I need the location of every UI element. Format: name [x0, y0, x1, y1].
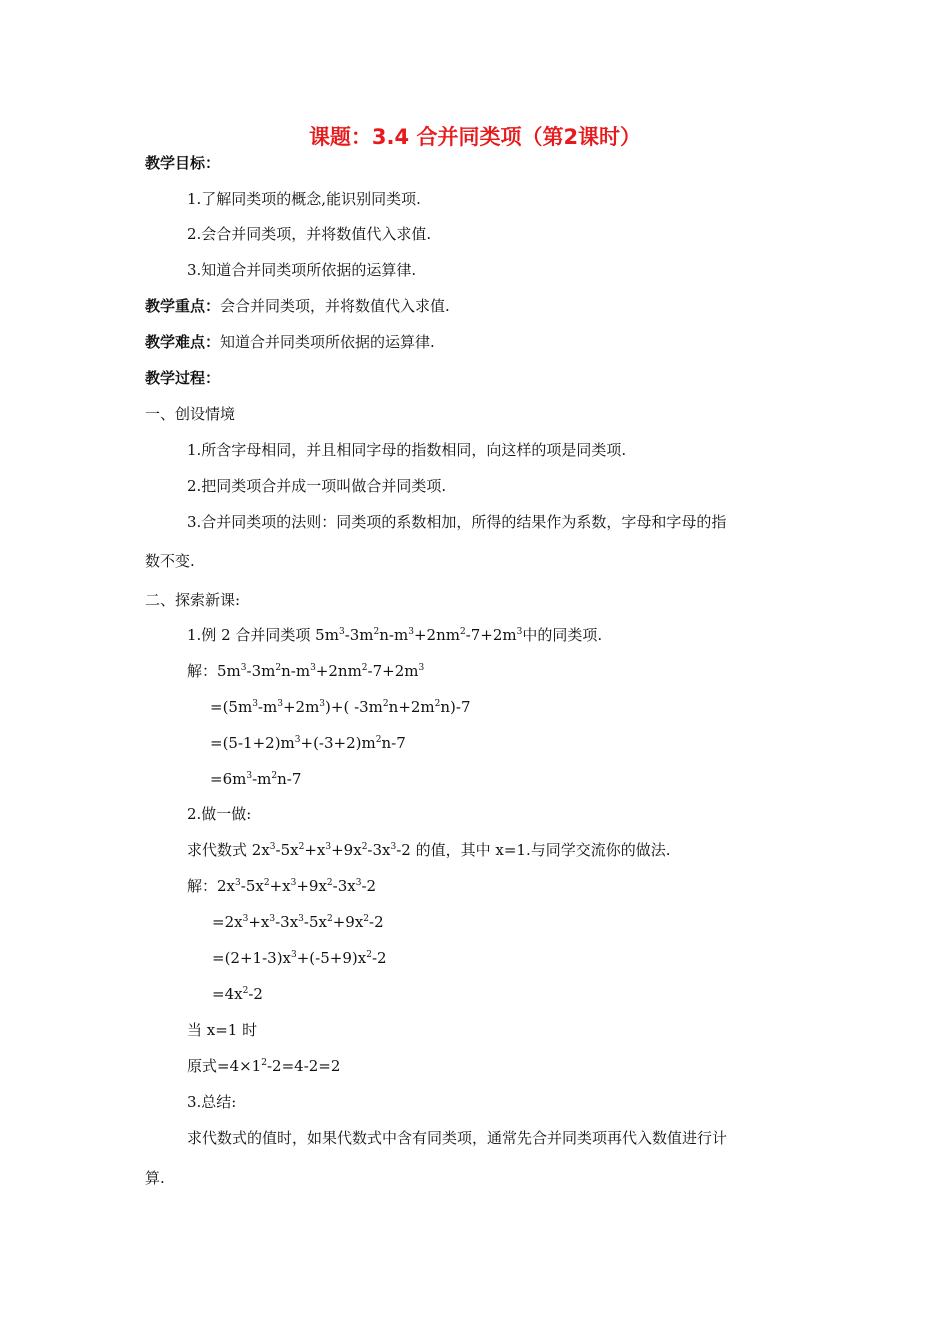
section1-item: 数不变.	[145, 552, 195, 570]
section1-item: 2.把同类项合并成一项叫做合并同类项.	[187, 477, 447, 495]
process-label: 教学过程：	[145, 369, 221, 387]
objective-item: 2.会合并同类项，并将数值代入求值.	[187, 225, 432, 243]
example2-when: 当 x=1 时	[187, 1021, 258, 1039]
math-step: $=2x^3+x^3-3x^3-5x^2+9x^2-2$	[212, 913, 384, 931]
math-step: $=4x^2-2$	[212, 985, 263, 1003]
objective-item: 1.了解同类项的概念,能识别同类项.	[187, 190, 421, 208]
key-point-text: 会合并同类项，并将数值代入求值.	[220, 297, 450, 315]
section1-heading: 一、创设情境	[145, 405, 236, 423]
example1-solution	[187, 661, 424, 681]
math-step: $5m^3-3m^2n-m^3+2nm^2-7+2m^3$	[217, 662, 425, 680]
page-title: 课题：3.4 合并同类项（第2课时）	[308, 125, 642, 149]
math-step: $=(2+1-3)x^3+(-5+9)x^2-2$	[212, 949, 387, 967]
objective-item: 3.知道合并同类项所依据的运算律.	[187, 261, 417, 279]
summary-text: 求代数式的值时，如果代数式中含有同类项，通常先合并同类项再代入数值进行计	[187, 1129, 728, 1147]
example1-line	[187, 625, 602, 645]
difficulty-label: 教学难点：	[145, 333, 221, 351]
example1-expr: $5m^3-3m^2n-m^3+2nm^2-7+2m^3$	[315, 626, 523, 644]
math-step: $2x^3-5x^2+x^3+9x^2-3x^3-2$	[217, 877, 377, 895]
example2-problem	[187, 840, 671, 860]
key-point	[145, 296, 450, 316]
difficulty	[145, 332, 435, 352]
example2-result: 原式$=4\times 1^2-2=4-2=2$	[187, 1057, 341, 1075]
solution-label: 解：	[187, 877, 218, 895]
problem-suffix: 的值，其中 x=1.与同学交流你的做法.	[410, 841, 671, 859]
example1-suffix: 中的同类项.	[522, 626, 603, 644]
summary-text: 算.	[145, 1169, 165, 1187]
math-step: $=6m^3-m^2n-7$	[210, 770, 302, 788]
section2-heading: 二、探索新课:	[145, 591, 241, 609]
key-point-label: 教学重点：	[145, 297, 221, 315]
summary-heading: 3.总结:	[187, 1093, 237, 1111]
solution-label: 解：	[187, 662, 218, 680]
problem-prefix: 求代数式	[187, 841, 252, 859]
example1-prefix: 1.例 2 合并同类项	[187, 626, 316, 644]
example2-solution	[187, 876, 376, 896]
math-step: $=(5-1+2)m^3+(-3+2)m^2n-7$	[210, 734, 406, 752]
example2-heading: 2.做一做:	[187, 805, 252, 823]
section1-item: 3.合并同类项的法则：同类项的系数相加，所得的结果作为系数，字母和字母的指	[187, 513, 727, 531]
objectives-label: 教学目标：	[145, 154, 221, 172]
math-step: $=(5m^3-m^3+2m^3)+$( $-3m^2n+2m^2n)-7$	[210, 698, 471, 716]
section1-item: 1.所含字母相同，并且相同字母的指数相同，向这样的项是同类项.	[187, 441, 627, 459]
problem-expr: $2x^3-5x^2+x^3+9x^2-3x^3-2$	[251, 841, 411, 859]
difficulty-text: 知道合并同类项所依据的运算律.	[220, 333, 435, 351]
